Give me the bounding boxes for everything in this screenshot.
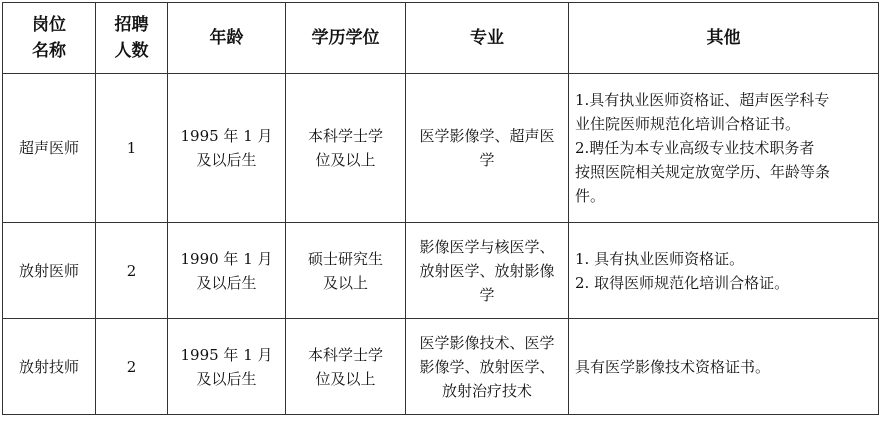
cell-major-line3: 学	[479, 285, 495, 304]
cell-count: 2	[96, 319, 168, 415]
cell-age	[168, 223, 286, 319]
cell-major-line1: 医学影像技术、医学	[419, 333, 555, 352]
cell-other-item: 业住院医师规范化培训合格证书。	[575, 115, 801, 133]
table-row	[3, 223, 879, 319]
recruitment-table-container	[2, 2, 879, 415]
cell-other	[569, 223, 879, 319]
cell-major	[406, 319, 569, 415]
header-count-line1: 招聘	[114, 15, 149, 35]
cell-age	[168, 74, 286, 223]
cell-major-line2: 影像学、放射医学、	[419, 357, 555, 376]
cell-age-line2: 及以后生	[196, 369, 257, 388]
header-major: 专业	[406, 3, 569, 74]
cell-major-line1: 医学影像学、超声医	[419, 127, 555, 145]
cell-other-item: 按照医院相关规定放宽学历、年龄等条	[575, 163, 831, 181]
cell-age	[168, 319, 286, 415]
cell-education-line1: 本科学士学	[307, 127, 383, 145]
recruitment-table	[2, 2, 879, 415]
cell-education-line2: 位及以上	[315, 369, 376, 388]
table-row	[3, 74, 879, 223]
header-count-line2: 人数	[114, 41, 149, 61]
cell-education	[286, 319, 406, 415]
cell-major	[406, 223, 569, 319]
cell-major-line1: 影像医学与核医学、	[419, 237, 555, 256]
cell-major-line2: 放射医学、放射影像	[419, 261, 555, 280]
cell-age-line2: 及以后生	[196, 151, 257, 169]
cell-age-line1: 1995 年 1 月	[180, 127, 273, 145]
cell-other-item: 件。	[575, 187, 606, 205]
cell-education-line2: 及以上	[322, 273, 368, 292]
cell-position: 超声医师	[3, 74, 96, 223]
cell-count: 1	[96, 74, 168, 223]
header-count	[96, 3, 168, 74]
cell-age-line1: 1990 年 1 月	[180, 249, 273, 268]
cell-count: 2	[96, 223, 168, 319]
cell-education	[286, 74, 406, 223]
cell-age-line2: 及以后生	[196, 273, 257, 292]
cell-other-item: 具有医学影像技术资格证书。	[575, 357, 771, 376]
cell-education	[286, 223, 406, 319]
header-position-line1: 岗位	[32, 15, 66, 35]
cell-age-line1: 1995 年 1 月	[180, 345, 273, 364]
cell-other-item: 2. 取得医师规范化培训合格证。	[575, 273, 790, 292]
header-other: 其他	[569, 3, 879, 74]
cell-major-line3: 放射治疗技术	[441, 381, 532, 400]
cell-other-item: 1. 具有执业医师资格证。	[575, 249, 745, 268]
cell-position: 放射技师	[3, 319, 96, 415]
cell-education-line1: 硕士研究生	[307, 249, 383, 268]
header-education: 学历学位	[286, 3, 406, 74]
header-row	[3, 3, 879, 74]
table-row	[3, 319, 879, 415]
header-age: 年龄	[168, 3, 286, 74]
cell-other-item: 2.聘任为本专业高级专业技术职务者	[575, 139, 815, 157]
cell-education-line1: 本科学士学	[307, 345, 383, 364]
cell-other	[569, 319, 879, 415]
header-position	[3, 3, 96, 74]
cell-position: 放射医师	[3, 223, 96, 319]
cell-other	[569, 74, 879, 223]
header-position-line2: 名称	[32, 41, 66, 61]
cell-other-item: 1.具有执业医师资格证、超声医学科专	[575, 91, 830, 109]
cell-education-line2: 位及以上	[315, 151, 376, 169]
cell-major-line2: 学	[479, 151, 495, 169]
cell-major	[406, 74, 569, 223]
